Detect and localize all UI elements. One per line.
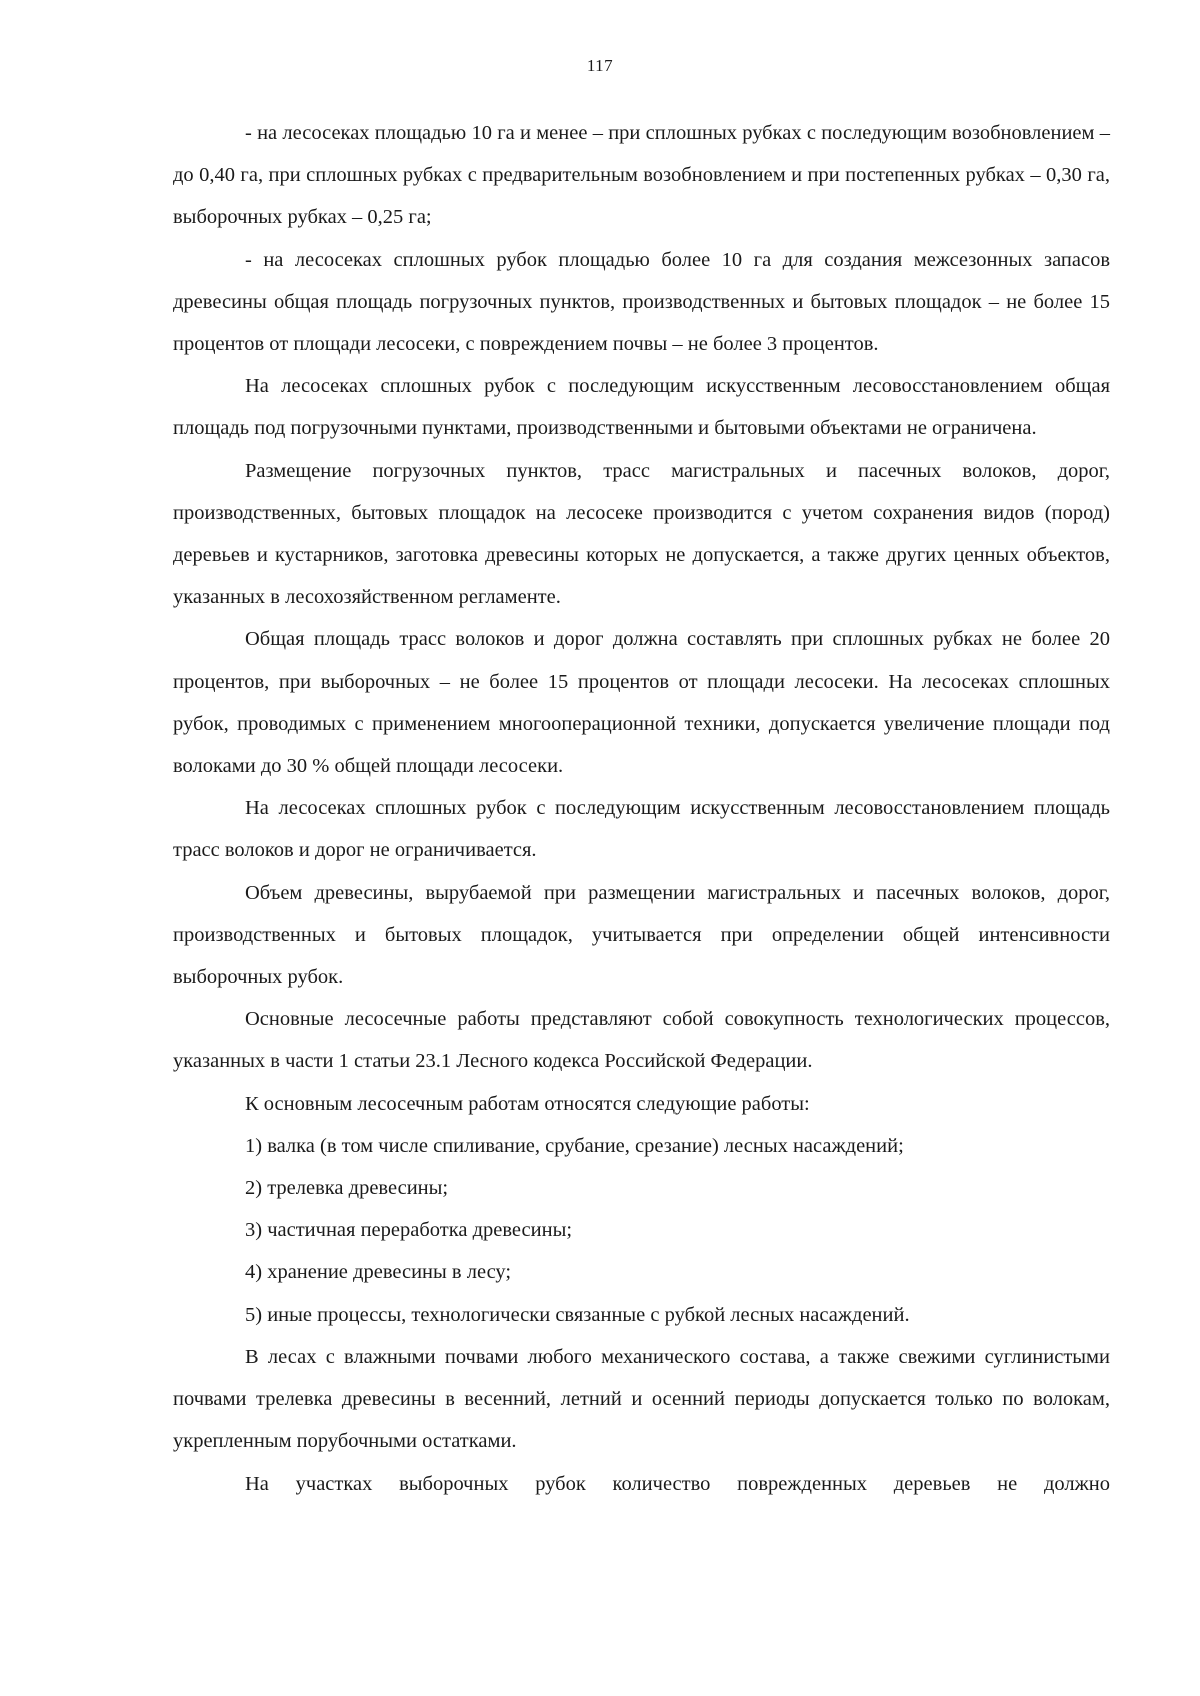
- body-text: [173, 112, 1110, 1505]
- paragraph-artificial-reforestation-objects: На лесосеках сплошных рубок с последующим искусственным лесовосстановлением общая площадь под погрузочными пунктами, производственными и бытовыми объектами не ограничена.: [173, 375, 1110, 440]
- paragraph-main-works-list-intro: К основным лесосечным работам относятся следующие работы:: [245, 1092, 810, 1115]
- page-number: 117: [586, 56, 614, 75]
- paragraph-main-works-definition: Основные лесосечные работы представляют собой совокупность технологических процессов, указанных в части 1 статьи 23.1 Лесного кодекса Российской Федерации.: [173, 1008, 1110, 1073]
- list-item-processing: 3) частичная переработка древесины;: [245, 1219, 573, 1242]
- paragraph-loading-area-small: - на лесосеках площадью 10 га и менее – при сплошных рубках с последующим возобновлением – до 0,40 га, при сплошных рубках с предварительным возобновлением и при постепенных рубках – 0,30 га, выборочных рубках – 0,25 га;: [173, 122, 1110, 229]
- paragraph-selective-felling-damage: На участках выборочных рубок количество поврежденных деревьев не должно: [245, 1472, 1110, 1495]
- paragraph-loading-area-large: - на лесосеках сплошных рубок площадью более 10 га для создания межсезонных запасов древесины общая площадь погрузочных пунктов, производственных и бытовых площадок – не более 15 процентов от площади лесосеки, с повреждением почвы – не более 3 процентов.: [173, 248, 1110, 356]
- list-item-storage: 4) хранение древесины в лесу;: [245, 1261, 512, 1284]
- list-item-other-processes: 5) иные процессы, технологически связанные с рубкой лесных насаждений.: [245, 1303, 910, 1326]
- list-item-felling: 1) валка (в том числе спиливание, срубание, срезание) лесных насаждений;: [245, 1134, 904, 1157]
- paragraph-track-area-unlimited: На лесосеках сплошных рубок с последующим искусственным лесовосстановлением площадь трасс волоков и дорог не ограничивается.: [173, 797, 1110, 862]
- paragraph-placement-of-points: Размещение погрузочных пунктов, трасс магистральных и пасечных волоков, дорог, производственных, бытовых площадок на лесосеке производится с учетом сохранения видов (пород) деревьев и кустарников, заготовка древесины которых не допускается, а также других ценных объектов, указанных в лесохозяйственном регламенте.: [173, 459, 1110, 609]
- list-item-skidding: 2) трелевка древесины;: [245, 1177, 449, 1200]
- paragraph-wet-soils-skidding: В лесах с влажными почвами любого механического состава, а также свежими суглинистыми почвами трелевка древесины в весенний, летний и осенний периоды допускается только по волокам, укрепленным порубочными остатками.: [173, 1345, 1110, 1453]
- paragraph-total-track-area: Общая площадь трасс волоков и дорог должна составлять при сплошных рубках не более 20 процентов, при выборочных – не более 15 процентов от площади лесосеки. На лесосеках сплошных рубок, проводимых с применением многооперационной техники, допускается увеличение площади под волоками до 30 % общей площади лесосеки.: [173, 628, 1110, 778]
- paragraph-wood-volume: Объем древесины, вырубаемой при размещении магистральных и пасечных волоков, дорог, производственных и бытовых площадок, учитывается при определении общей интенсивности выборочных рубок.: [173, 881, 1110, 989]
